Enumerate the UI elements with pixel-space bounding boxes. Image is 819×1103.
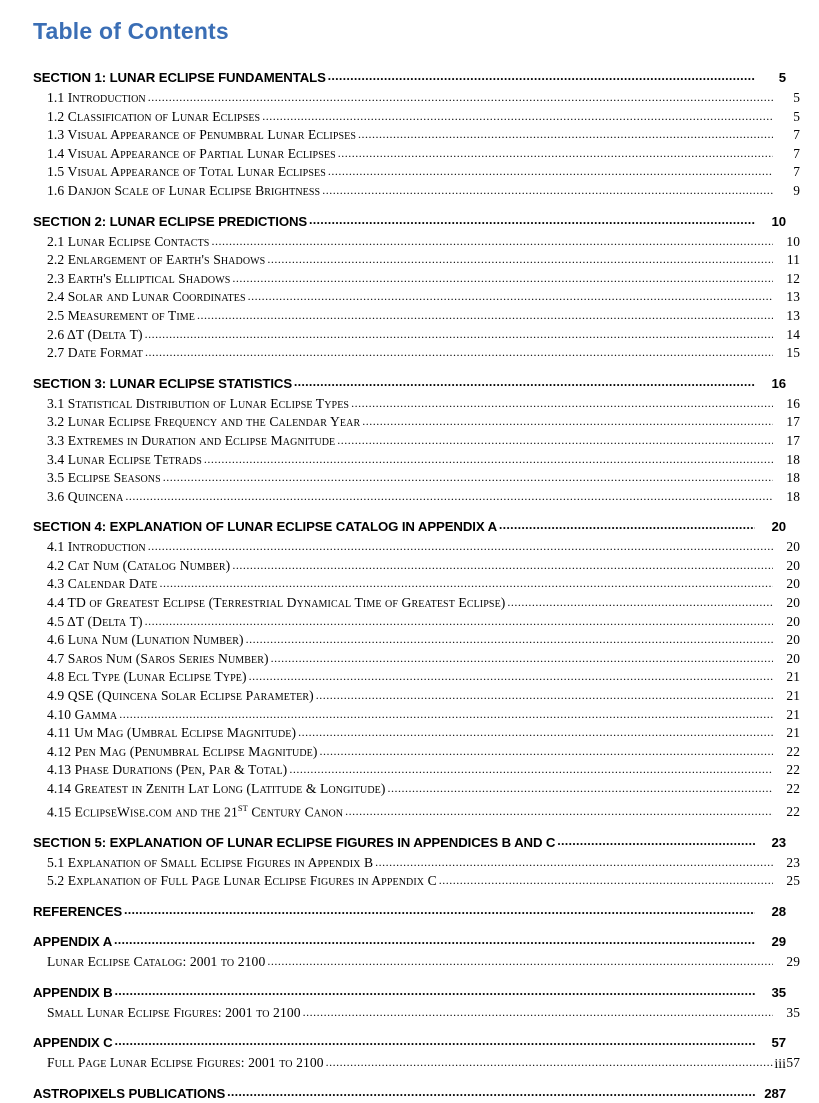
dot-leader	[345, 806, 773, 822]
toc-subsection-entry-label: Lunar Eclipse Catalog: 2001 to 2100	[47, 953, 266, 969]
toc-subsection-entry[interactable]	[47, 126, 800, 145]
toc-subsection-entry-page-number: 13	[786, 307, 800, 323]
toc-subsection-entry-page-number: 21	[786, 669, 800, 685]
toc-subsection-entry-label: 2.3 Earth's Elliptical Shadows	[47, 270, 231, 286]
toc-section-entry[interactable]	[33, 1033, 786, 1052]
toc-subsection-entry-label: 1.3 Visual Appearance of Penumbral Lunar Eclipses	[47, 127, 357, 143]
toc-subsection-entry[interactable]	[47, 233, 800, 252]
toc-group	[33, 902, 786, 921]
toc-subsection-entry-label: 3.3 Extremes in Duration and Eclipse Magnitude	[47, 432, 336, 448]
toc-subsection-entry-label: 1.1 Introduction	[47, 90, 146, 105]
dot-leader	[289, 764, 773, 780]
toc-subsection-entry-page-number: 5	[793, 90, 800, 105]
toc-subsection-entry-label: 3.4 Lunar Eclipse Tetrads	[47, 451, 202, 467]
toc-group	[33, 932, 800, 972]
dot-leader	[148, 92, 773, 108]
toc-section-entry[interactable]	[33, 517, 786, 536]
toc-subsection-entry-page-number: 22	[786, 743, 800, 759]
dot-leader	[249, 671, 773, 687]
toc-section-entry[interactable]	[33, 833, 786, 852]
toc-subsection-entry[interactable]	[47, 451, 800, 470]
toc-subsection-entry-label: 3.5 Eclipse Seasons	[47, 470, 161, 486]
toc-group	[33, 374, 800, 507]
toc-section-entry-label: APPENDIX A	[33, 933, 113, 949]
toc-section-entry[interactable]	[33, 932, 786, 951]
dot-leader	[145, 328, 773, 344]
toc-subsection-entry-label: 3.6 Quincena	[47, 488, 124, 504]
toc-section-entry[interactable]	[33, 68, 786, 87]
toc-section-entry-page-number: 16	[771, 375, 786, 391]
toc-subsection-entry-label: 1.6 Danjon Scale of Lunar Eclipse Brightness	[47, 182, 321, 198]
toc-subsection-entry[interactable]	[47, 706, 800, 725]
toc-section-entry-label: SECTION 3: LUNAR ECLIPSE STATISTICS	[33, 375, 293, 391]
dot-leader	[232, 272, 773, 288]
dot-leader	[320, 745, 773, 761]
dot-leader	[115, 1035, 755, 1052]
toc-subsection-entry-label: 4.10 Gamma	[47, 706, 118, 722]
toc-subsection-entry-label: 4.14 Greatest in Zenith Lat Long (Latitude & Longitude)	[47, 781, 386, 796]
toc-subsection-entry-page-number: 20	[786, 576, 800, 592]
toc-group	[33, 983, 800, 1023]
toc-subsection-entry-label: 2.6 ΔT (Delta T)	[47, 326, 143, 342]
toc-section-entry-page-number: 10	[771, 213, 786, 229]
dot-leader	[227, 1086, 755, 1103]
toc-subsection-entry-label: 2.5 Measurement of Time	[47, 307, 195, 323]
toc-subsection-entry-page-number: 15	[786, 345, 800, 361]
toc-section-entry-page-number: 5	[778, 70, 786, 85]
toc-subsection-entry-page-number: 25	[786, 873, 800, 889]
toc-subsection-entry[interactable]	[47, 761, 800, 780]
toc-subsection-entry-label: 1.4 Visual Appearance of Partial Lunar Eclipses	[47, 145, 336, 161]
toc-section-entry-label: SECTION 5: EXPLANATION OF LUNAR ECLIPSE FIGURES IN APPENDICES B AND C	[33, 834, 556, 850]
toc-subsection-entry-page-number: 7	[793, 145, 800, 161]
toc-subsection-entry-page-number: 7	[793, 164, 800, 180]
dot-leader	[362, 416, 773, 432]
toc-subsection-entry[interactable]	[47, 251, 800, 270]
toc-section-entry-label: APPENDIX C	[33, 1035, 113, 1051]
toc-section-entry-page-number: 29	[771, 933, 786, 949]
toc-subsection-entry-label: 5.1 Explanation of Small Eclipse Figures in Appendix B	[47, 854, 374, 870]
dot-leader	[262, 110, 773, 126]
dot-leader	[248, 291, 773, 307]
toc-subsection-entry-page-number: 22	[786, 762, 800, 778]
toc-subsection-entry-label: 2.1 Lunar Eclipse Contacts	[47, 233, 210, 249]
dot-leader	[337, 435, 773, 451]
dot-leader	[507, 597, 773, 613]
toc-subsection-entry[interactable]	[47, 613, 800, 632]
toc-subsection-entry-label: 4.6 Luna Num (Lunation Number)	[47, 632, 244, 648]
page-folio: iii	[774, 1057, 786, 1072]
toc-subsection-entry[interactable]	[47, 288, 800, 307]
toc-section-entry-label: REFERENCES	[33, 903, 123, 919]
toc-subsection-entry-label: 4.15 EclipseWise.com and the 21ST Century Canon	[47, 802, 344, 820]
dot-leader	[298, 727, 773, 743]
toc-subsection-entry[interactable]	[47, 1004, 800, 1023]
toc-subsection-entry[interactable]	[47, 432, 800, 451]
toc-subsection-entry[interactable]	[47, 799, 800, 822]
toc-subsection-entry-page-number: 22	[786, 804, 800, 820]
dot-leader	[499, 519, 755, 536]
dot-leader	[375, 856, 773, 872]
toc-section-entry-page-number: 287	[764, 1085, 786, 1101]
toc-subsection-entry[interactable]	[47, 780, 800, 799]
toc-subsection-entry[interactable]	[47, 307, 800, 326]
toc-subsection-entry-label: 1.5 Visual Appearance of Total Lunar Eclipses	[47, 164, 326, 180]
toc-section-entry-label: SECTION 1: LUNAR ECLIPSE FUNDAMENTALS	[33, 70, 326, 85]
toc-subsection-entry-label: 4.11 Um Mag (Umbral Eclipse Magnitude)	[47, 725, 297, 741]
toc-group	[33, 1084, 786, 1103]
toc-subsection-entry[interactable]	[47, 270, 800, 289]
toc-subsection-entry-page-number: 22	[786, 781, 800, 796]
toc-subsection-entry-page-number: 20	[786, 650, 800, 666]
toc-subsection-entry-page-number: 18	[786, 470, 800, 486]
dot-leader	[338, 147, 773, 163]
dot-leader	[388, 783, 773, 799]
dot-leader	[115, 985, 755, 1002]
toc-subsection-entry[interactable]	[47, 557, 800, 576]
toc-group	[33, 833, 800, 891]
dot-leader	[294, 376, 755, 393]
toc-subsection-entry[interactable]	[47, 594, 800, 613]
toc-section-entry-label: ASTROPIXELS PUBLICATIONS	[33, 1085, 226, 1101]
dot-leader	[125, 490, 773, 506]
toc-subsection-entry-page-number: 57	[786, 1055, 800, 1071]
toc-subsection-entry-page-number: 7	[793, 127, 800, 143]
toc-section-entry-page-number: 57	[771, 1035, 786, 1051]
toc-subsection-entry-label: 2.4 Solar and Lunar Coordinates	[47, 289, 246, 305]
dot-leader	[271, 652, 773, 668]
toc-subsection-entry[interactable]	[47, 488, 800, 507]
dot-leader	[124, 904, 755, 921]
toc-group	[33, 68, 800, 201]
toc-subsection-entry-label: 4.8 Ecl Type (Lunar Eclipse Type)	[47, 669, 247, 685]
toc-subsection-entry-label: 4.3 Calendar Date	[47, 576, 158, 592]
toc-subsection-entry-label: 4.5 ΔT (Delta T)	[47, 613, 143, 629]
dot-leader	[326, 1057, 773, 1073]
toc-subsection-entry-page-number: 21	[786, 688, 800, 704]
dot-leader	[148, 541, 773, 557]
toc-subsection-entry[interactable]	[47, 182, 800, 201]
toc-subsection-entry-page-number: 17	[786, 414, 800, 430]
toc-subsection-entry[interactable]	[47, 1054, 800, 1073]
dot-leader	[267, 956, 773, 972]
toc-subsection-entry[interactable]	[47, 854, 800, 873]
dot-leader	[197, 310, 773, 326]
toc-section-entry-label: APPENDIX B	[33, 984, 113, 1000]
toc-section-entry[interactable]	[33, 212, 786, 231]
toc-section-entry[interactable]	[33, 983, 786, 1002]
dot-leader	[246, 634, 773, 650]
toc-subsection-entry-page-number: 20	[786, 539, 800, 555]
dot-leader	[119, 708, 773, 724]
toc-subsection-entry-page-number: 12	[786, 270, 800, 286]
dot-leader	[159, 578, 773, 594]
toc-subsection-entry-page-number: 18	[786, 451, 800, 467]
toc-subsection-entry-page-number: 5	[793, 108, 800, 124]
toc-subsection-entry-label: 4.1 Introduction	[47, 539, 146, 555]
toc-section-entry-label: SECTION 2: LUNAR ECLIPSE PREDICTIONS	[33, 213, 308, 229]
toc-group	[33, 517, 800, 821]
toc-subsection-entry-label: 2.2 Enlargement of Earth's Shadows	[47, 252, 266, 268]
toc-section-entry-page-number: 35	[771, 984, 786, 1000]
toc-subsection-entry-page-number: 16	[786, 395, 800, 411]
toc-group	[33, 1033, 800, 1073]
toc-subsection-entry-page-number: 21	[786, 725, 800, 741]
toc-subsection-entry[interactable]	[47, 145, 800, 164]
toc-subsection-entry[interactable]	[47, 163, 800, 182]
dot-leader	[322, 185, 773, 201]
dot-leader	[328, 70, 755, 87]
toc-subsection-entry[interactable]	[47, 668, 800, 687]
toc-subsection-entry-label: 3.1 Statistical Distribution of Lunar Eclipse Types	[47, 395, 350, 411]
toc-subsection-entry[interactable]	[47, 413, 800, 432]
toc-subsection-entry[interactable]	[47, 469, 800, 488]
toc-subsection-entry-ordinal-suffix: ST	[237, 802, 248, 813]
toc-subsection-entry-label: 4.12 Pen Mag (Penumbral Eclipse Magnitude)	[47, 743, 318, 759]
dot-leader	[309, 214, 755, 231]
toc-section-entry[interactable]	[33, 374, 786, 393]
toc-section-entry-label: SECTION 4: EXPLANATION OF LUNAR ECLIPSE CATALOG IN APPENDIX A	[33, 519, 498, 535]
toc-subsection-entry[interactable]	[47, 650, 800, 669]
toc-subsection-entry-page-number: 20	[786, 613, 800, 629]
toc-group	[33, 212, 800, 363]
page-title: Table of Contents	[33, 18, 229, 44]
toc-subsection-entry-label: 4.4 TD of Greatest Eclipse (Terrestrial Dynamical Time of Greatest Eclipse)	[47, 595, 506, 611]
toc-subsection-entry[interactable]	[47, 687, 800, 706]
dot-leader	[358, 129, 773, 145]
toc-subsection-entry[interactable]	[47, 743, 800, 762]
toc-subsection-entry-label: Full Page Lunar Eclipse Figures: 2001 to 2100	[47, 1055, 324, 1071]
toc-subsection-entry[interactable]	[47, 344, 800, 363]
toc-subsection-entry[interactable]	[47, 89, 800, 108]
toc-subsection-entry-page-number: 20	[786, 595, 800, 611]
toc-subsection-entry[interactable]	[47, 872, 800, 891]
toc-subsection-entry[interactable]	[47, 326, 800, 345]
toc-subsection-entry[interactable]	[47, 631, 800, 650]
toc-subsection-entry[interactable]	[47, 575, 800, 594]
toc-section-entry-page-number: 28	[771, 903, 786, 919]
toc-subsection-entry-label: Small Lunar Eclipse Figures: 2001 to 2100	[47, 1004, 301, 1020]
dot-leader	[163, 472, 773, 488]
dot-leader	[114, 934, 755, 951]
dot-leader	[328, 166, 773, 182]
dot-leader	[232, 559, 773, 575]
dot-leader	[303, 1006, 773, 1022]
toc-section-entry[interactable]	[33, 1084, 786, 1103]
toc-subsection-entry-label: 2.7 Date Format	[47, 345, 144, 361]
toc-subsection-entry[interactable]	[47, 724, 800, 743]
dot-leader	[145, 347, 773, 363]
toc-subsection-entry-label: 1.2 Classification of Lunar Eclipses	[47, 108, 261, 124]
toc-subsection-entry-label: 4.13 Phase Durations (Pen, Par & Total)	[47, 762, 288, 778]
toc-subsection-entry-page-number: 21	[786, 706, 800, 722]
toc-subsection-entry-page-number: 17	[786, 432, 800, 448]
toc-subsection-entry-page-number: 10	[786, 233, 800, 249]
toc-section-entry-page-number: 23	[771, 834, 786, 850]
toc-subsection-entry-page-number: 29	[786, 953, 800, 969]
toc-subsection-entry[interactable]	[47, 953, 800, 972]
toc-subsection-entry-label: 3.2 Lunar Eclipse Frequency and the Calendar Year	[47, 414, 361, 430]
toc-subsection-entry-label: 4.7 Saros Num (Saros Series Number)	[47, 650, 269, 666]
dot-leader	[211, 235, 773, 251]
dot-leader	[316, 690, 773, 706]
toc-subsection-entry-page-number: 18	[786, 488, 800, 504]
toc-section-entry[interactable]	[33, 902, 786, 921]
toc-subsection-entry-page-number: 9	[793, 182, 800, 198]
table-of-contents	[33, 68, 800, 1103]
toc-subsection-entry[interactable]	[47, 108, 800, 127]
toc-subsection-entry-label: 5.2 Explanation of Full Page Lunar Eclipse Figures in Appendix C	[47, 873, 437, 889]
dot-leader	[267, 254, 773, 270]
toc-subsection-entry-label: 4.9 QSE (Quincena Solar Eclipse Parameter)	[47, 688, 314, 704]
dot-leader	[145, 615, 773, 631]
dot-leader	[557, 835, 755, 852]
toc-subsection-entry-page-number: 14	[786, 326, 800, 342]
toc-subsection-entry[interactable]	[47, 538, 800, 557]
toc-subsection-entry-page-number: 11	[786, 252, 800, 268]
toc-subsection-entry[interactable]	[47, 395, 800, 414]
toc-subsection-entry-label: 4.2 Cat Num (Catalog Number)	[47, 557, 231, 573]
toc-subsection-entry-page-number: 13	[786, 289, 800, 305]
toc-subsection-entry-page-number: 20	[786, 632, 800, 648]
toc-subsection-entry-page-number: 23	[786, 854, 800, 870]
dot-leader	[351, 397, 773, 413]
dot-leader	[204, 453, 773, 469]
toc-subsection-entry-page-number: 20	[786, 557, 800, 573]
toc-section-entry-page-number: 20	[771, 519, 786, 535]
dot-leader	[439, 875, 773, 891]
toc-subsection-entry-page-number: 35	[786, 1004, 800, 1020]
